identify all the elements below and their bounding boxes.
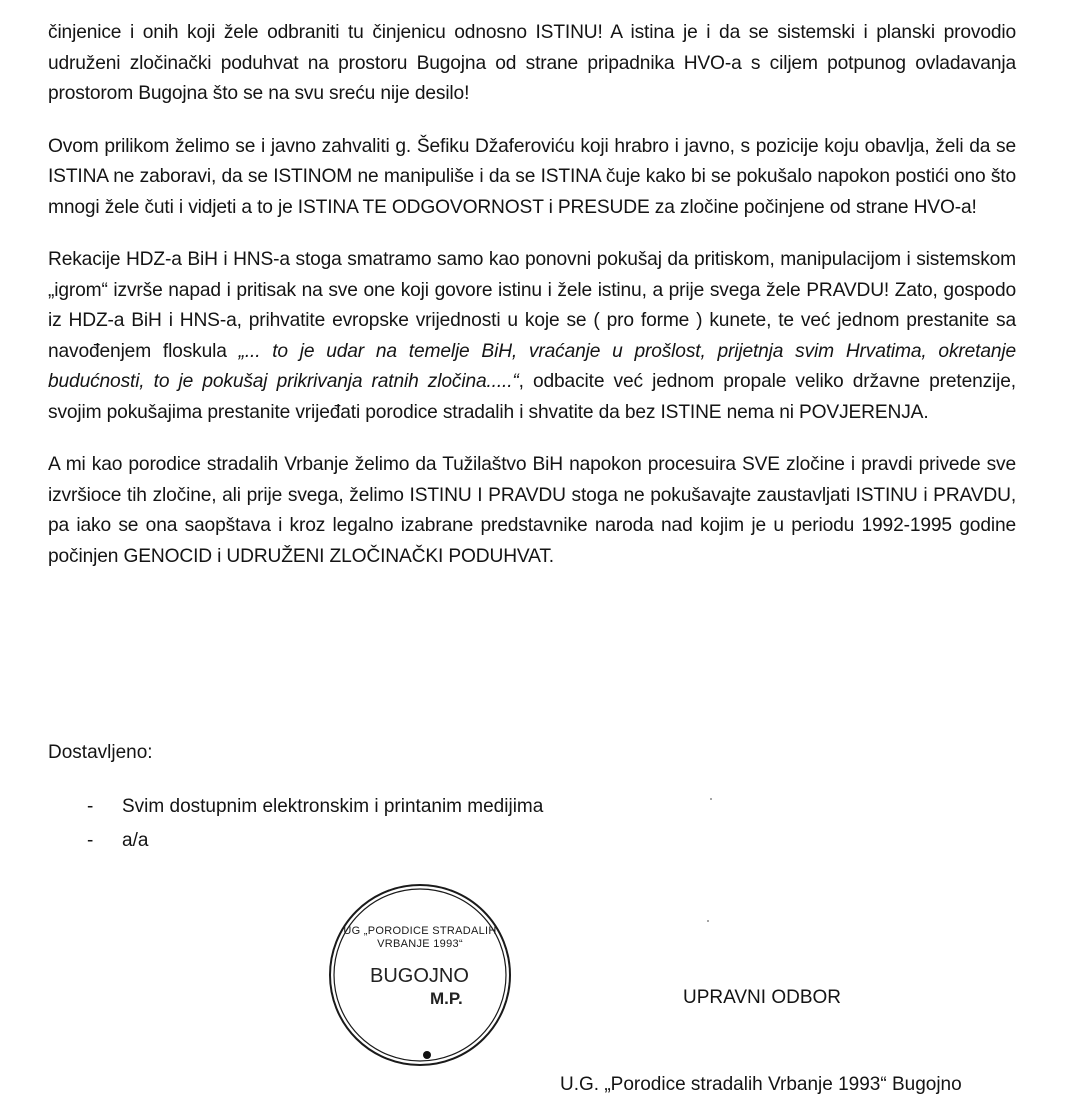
stamp-center-text: BUGOJNO xyxy=(370,965,469,987)
delivered-item-text: a/a xyxy=(122,830,149,851)
paragraph-2: Ovom prilikom želimo se i javno zahvaliti g. Šefiku Džaferoviću koji hrabro i javno, s pozicije koju obavlja, želi da se ISTINA ne zaboravi, da se ISTINOM ne manipuliše i da se ISTINA čuje kako bi se pokušalo napokon postići ono što mnogi žele čuti i vidjeti a to je ISTINA TE ODGOVORNOST i PRESUDE za zločine počinjene od strane HVO-a! xyxy=(48,135,1016,218)
paragraph-3-text: Rekacije HDZ-a BiH i HNS-a stoga smatramo samo kao ponovni pokušaj da pritiskom, manipulacijom i sistemskom „igrom“ izvrše napad i pritisak na sve one koji govore istinu i žele istinu, a prije svega žele PRAVDU! Zato, gospodo iz HDZ-a BiH i HNS-a, prihvatite evropske vrijednosti u koje se ( pro forme ) kunete, te već jednom prestanite sa navođenjem floskula xyxy=(48,249,1016,362)
delivered-item-text: Svim dostupnim elektronskim i printanim medijima xyxy=(122,796,544,817)
official-stamp xyxy=(326,883,514,1068)
signature-organization: U.G. „Porodice stradalih Vrbanje 1993“ Bugojno xyxy=(560,1074,962,1095)
paragraph-3-text-end: , odbacite već jednom propale veliko državne pretenzije, svojim pokušajima prestanite vrijeđati porodice stradalih i shvatite da bez ISTINE nema ni POVJERENJA. xyxy=(48,371,1016,423)
paragraph-1: činjenice i onih koji žele odbraniti tu činjenicu odnosno ISTINU! A istina je i da se sistemski i planski provodio udruženi zločinački poduhvat na prostoru Bugojna od strane pripadnika HVO-a s ciljem potpunog ovladavanja prostorom Bugojna što se na svu sreću nije desilo! xyxy=(48,22,1016,104)
delivered-item xyxy=(87,830,148,852)
stamp-dot xyxy=(423,1051,431,1059)
scan-speck xyxy=(707,920,709,922)
delivered-label: Dostavljeno: xyxy=(48,742,153,763)
delivered-item xyxy=(87,796,543,818)
paragraph-3 xyxy=(48,245,1016,428)
letter-body xyxy=(48,18,1016,572)
stamp-mp-text: M.P. xyxy=(430,989,463,1008)
scan-speck xyxy=(710,798,712,800)
paragraph-3-quote: „... to je udar na temelje BiH, vraćanje u prošlost, prijetnja svim Hrvatima, okretanje budućnosti, to je pokušaj prikrivanja ratnih zločina.....“ xyxy=(48,340,1016,392)
signature-title: UPRAVNI ODBOR xyxy=(683,987,842,1008)
list-dash: - xyxy=(87,796,94,817)
stamp-ring-text: UG „PORODICE STRADALIH VRBANJE 1993“ xyxy=(343,925,497,950)
list-dash: - xyxy=(87,830,94,851)
paragraph-4: A mi kao porodice stradalih Vrbanje želimo da Tužilaštvo BiH napokon procesuira SVE zločine i pravdi privede sve izvršioce tih zločine, ali prije svega, želimo ISTINU I PRAVDU stoga ne pokušavajte zaustavljati ISTINU i PRAVDU, pa iako se ona saopštava i kroz legalno izabrane predstavnike naroda nad kojim je u periodu 1992-1995 godine počinjen GENOCID i UDRUŽENI ZLOČINAČKI PODUHVAT. xyxy=(48,454,1016,567)
